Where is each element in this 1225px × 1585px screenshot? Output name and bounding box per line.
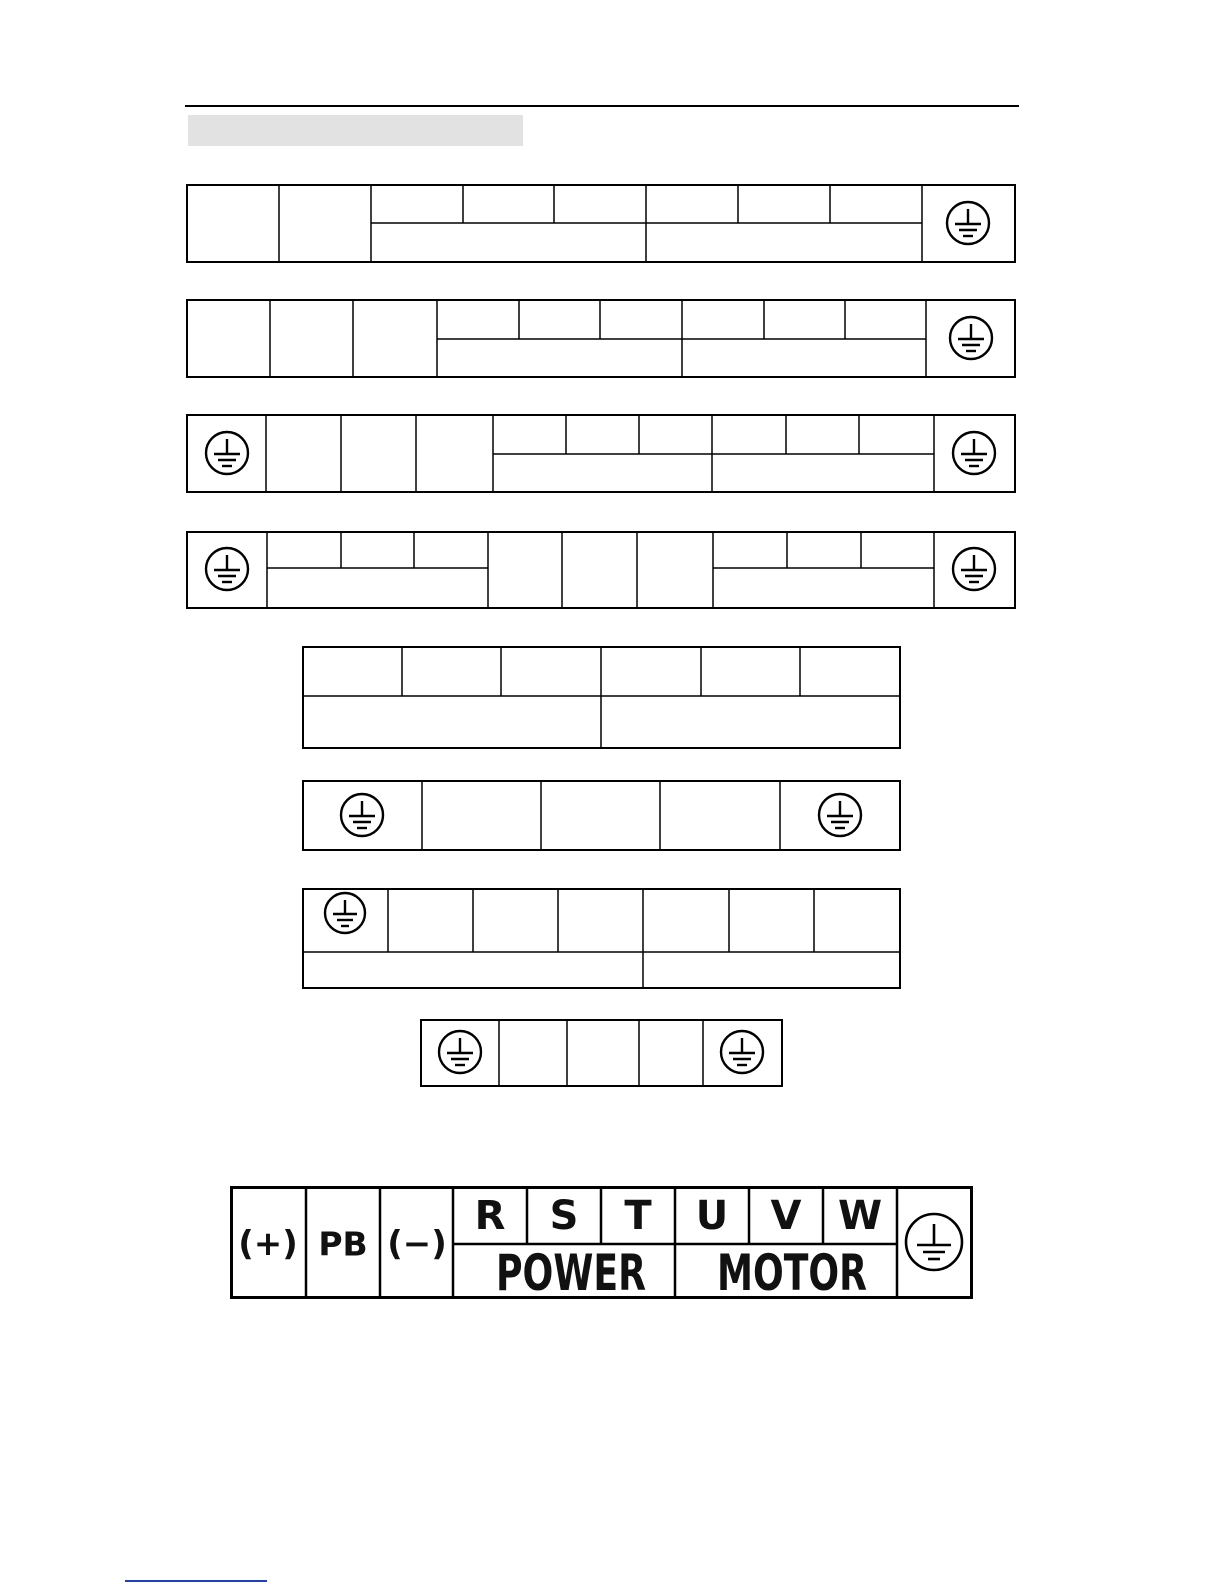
ground-icon [950,317,992,359]
terminal-strip-4 [186,531,1016,610]
power-label: POWER [496,1244,646,1302]
terminal-label-minus: (−) [387,1224,447,1264]
terminal-strip-8 [420,1019,784,1088]
ground-icon [953,432,995,474]
terminal-strip-5 [302,646,902,750]
terminal-label-s: S [549,1193,579,1239]
terminal-strip-6 [302,780,902,852]
terminal-strip-1 [186,184,1016,264]
terminal-label-r: R [474,1193,506,1239]
terminal-strip-7 [302,888,902,990]
terminal-strip-3 [186,414,1016,494]
terminal-label-pb: PB [318,1224,368,1264]
ground-icon [819,794,861,836]
ground-icon [439,1031,481,1073]
terminal-label-v: V [770,1193,802,1239]
header-rule [185,105,1019,107]
ground-icon [953,548,995,590]
ground-icon [947,202,989,244]
terminal-strip-2 [186,299,1016,379]
ground-icon [206,432,248,474]
ground-icon [341,794,383,836]
terminal-label-w: W [837,1193,883,1239]
section-heading-bar [188,115,523,146]
footer-link-underline[interactable] [125,1580,267,1582]
ground-icon [906,1214,962,1270]
ground-icon [325,893,365,933]
terminal-label-plus: (+) [238,1224,298,1264]
motor-label: MOTOR [717,1244,867,1302]
terminal-strip-9 [230,1186,974,1300]
ground-icon [206,548,248,590]
terminal-label-t: T [624,1193,652,1239]
ground-icon [721,1031,763,1073]
terminal-label-u: U [695,1193,729,1239]
